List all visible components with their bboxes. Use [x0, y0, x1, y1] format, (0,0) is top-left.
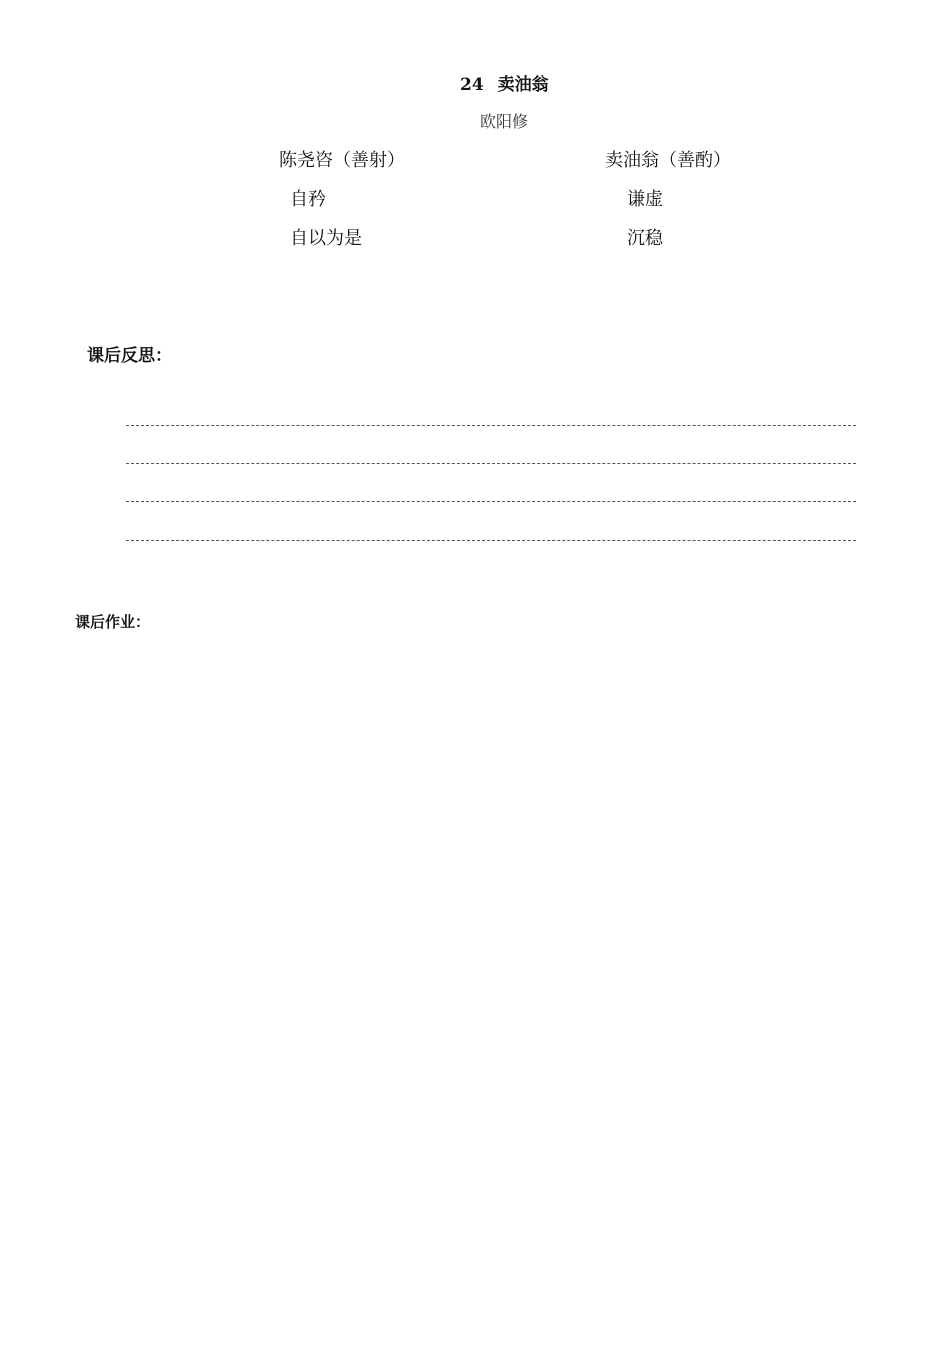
left-trait-2: 自以为是: [290, 228, 362, 249]
right-trait-2: 沉稳: [627, 228, 663, 249]
reflection-line-4: [126, 540, 856, 541]
lesson-number: 24: [460, 75, 484, 95]
reflection-line-3: [126, 501, 856, 502]
lesson-title-text: 卖油翁: [497, 75, 549, 95]
right-trait-1: 谦虚: [627, 189, 663, 210]
left-trait-1: 自矜: [290, 189, 326, 210]
homework-heading: 课后作业：: [75, 613, 151, 631]
lesson-title: [460, 70, 549, 95]
reflection-line-1: [126, 425, 856, 426]
author-name: 欧阳修: [480, 112, 529, 131]
right-column-header: 卖油翁（善酌）: [605, 150, 731, 171]
reflection-line-2: [126, 463, 856, 464]
left-column-header: 陈尧咨（善射）: [279, 150, 405, 171]
reflection-heading: 课后反思：: [87, 346, 172, 366]
